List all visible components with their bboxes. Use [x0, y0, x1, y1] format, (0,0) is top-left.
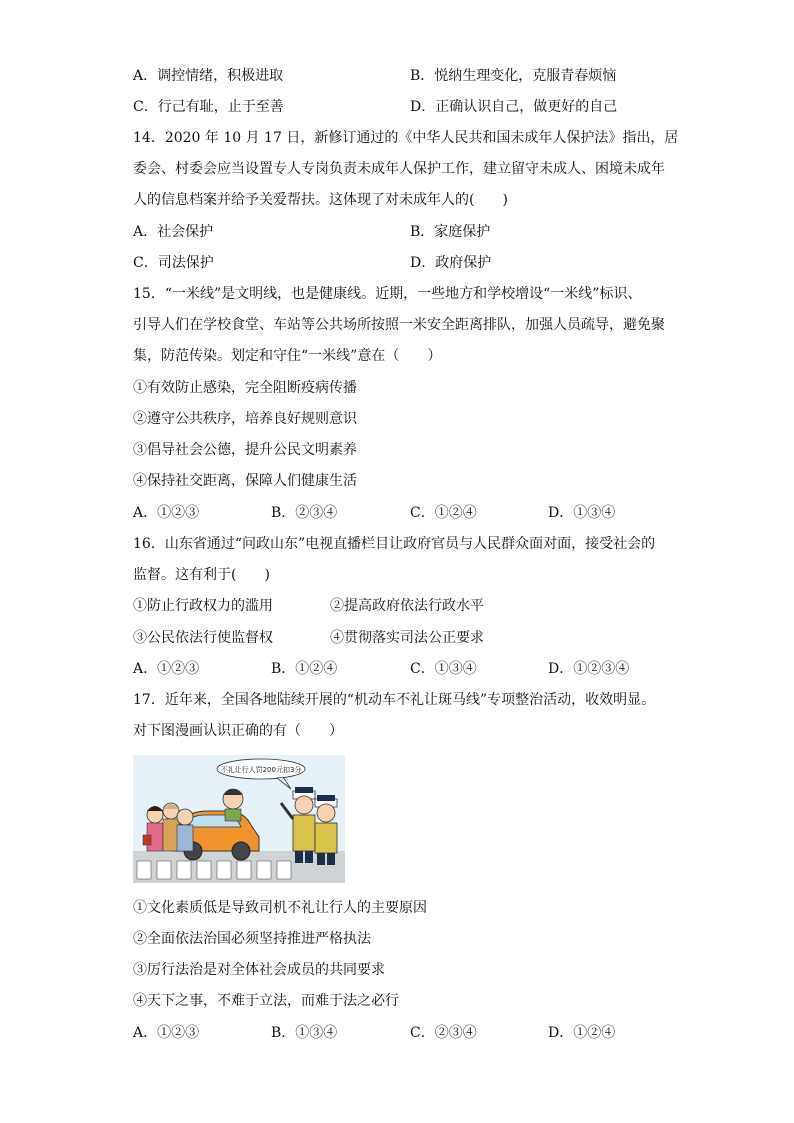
q17-statement-4: ④天下之事，不难于立法，而难于法之必行 [133, 993, 399, 1009]
q16-statement-4: ④贯彻落实司法公正要求 [330, 630, 484, 646]
q16-option-b: B．①②④ [271, 661, 338, 677]
q16-stem-line-1: 16．山东省通过“问政山东”电视直播栏目让政府官员与人民群众面对面，接受社会的 [133, 536, 656, 552]
q17-option-d: D．①②④ [548, 1025, 616, 1041]
q17-stem-line-1: 17．近年来，全国各地陆续开展的“机动车不礼让斑马线”专项整治活动，收效明显。 [133, 692, 656, 708]
q15-statement-3: ③倡导社会公德，提升公民文明素养 [133, 442, 357, 458]
q15-option-c: C．①②④ [410, 505, 477, 521]
q13-option-d: D．正确认识自己，做更好的自己 [410, 99, 618, 115]
q14-option-d: D．政府保护 [410, 255, 492, 271]
q16-option-a: A．①②③ [133, 661, 200, 677]
q15-statement-1: ①有效防止感染，完全阻断疫病传播 [133, 380, 357, 396]
speech-bubble-text: 不礼让行人罚200元扣3分 [220, 766, 302, 774]
q16-statement-3: ③公民依法行使监督权 [133, 630, 273, 646]
traffic-cartoon-image [133, 755, 345, 883]
q16-statement-1: ①防止行政权力的滥用 [133, 598, 273, 614]
q15-stem-line-1: 15．“一米线”是文明线，也是健康线。近期，一些地方和学校增设“一米线”标识、 [133, 286, 642, 302]
q14-option-b: B．家庭保护 [410, 224, 491, 240]
q15-stem-line-3: 集，防范传染。划定和守住“一米线”意在（ ） [133, 348, 442, 364]
q16-option-d: D．①②③④ [548, 661, 630, 677]
q15-statement-2: ②遵守公共秩序，培养良好规则意识 [133, 411, 357, 427]
q15-option-d: D．①③④ [548, 505, 616, 521]
q16-option-c: C．①③④ [410, 661, 477, 677]
q17-statement-3: ③厉行法治是对全体社会成员的共同要求 [133, 962, 385, 978]
q17-stem-line-2: 对下图漫画认识正确的有（ ） [133, 723, 343, 739]
q16-stem-line-2: 监督。这有利于( ) [133, 567, 270, 583]
q14-stem-line-3: 人的信息档案并给予关爱帮扶。这体现了对未成年人的( ) [133, 192, 508, 208]
q14-stem-line-2: 委会、村委会应当设置专人专岗负责未成年人保护工作，建立留守未成人、困境未成年 [133, 161, 665, 177]
q17-option-b: B．①③④ [271, 1025, 338, 1041]
q15-option-a: A．①②③ [133, 505, 200, 521]
q15-option-b: B．②③④ [271, 505, 338, 521]
q13-option-b: B．悦纳生理变化，克服青春烦恼 [410, 68, 617, 84]
q15-statement-4: ④保持社交距离，保障人们健康生活 [133, 473, 357, 489]
q13-option-a: A．调控情绪，积极进取 [133, 68, 284, 84]
q17-statement-1: ①文化素质低是导致司机不礼让行人的主要原因 [133, 900, 427, 916]
q17-option-a: A．①②③ [133, 1025, 200, 1041]
q16-statement-2: ②提高政府依法行政水平 [330, 598, 484, 614]
q14-option-c: C．司法保护 [133, 255, 214, 271]
q15-stem-line-2: 引导人们在学校食堂、车站等公共场所按照一米安全距离排队，加强人员疏导，避免聚 [133, 317, 665, 333]
q17-option-c: C．②③④ [410, 1025, 477, 1041]
q17-statement-2: ②全面依法治国必须坚持推进严格执法 [133, 931, 371, 947]
q13-option-c: C．行己有耻，止于至善 [133, 99, 284, 115]
q14-option-a: A．社会保护 [133, 224, 214, 240]
q14-stem-line-1: 14．2020 年 10 月 17 日，新修订通过的《中华人民共和国未成年人保护法》指出，居 [133, 130, 679, 146]
